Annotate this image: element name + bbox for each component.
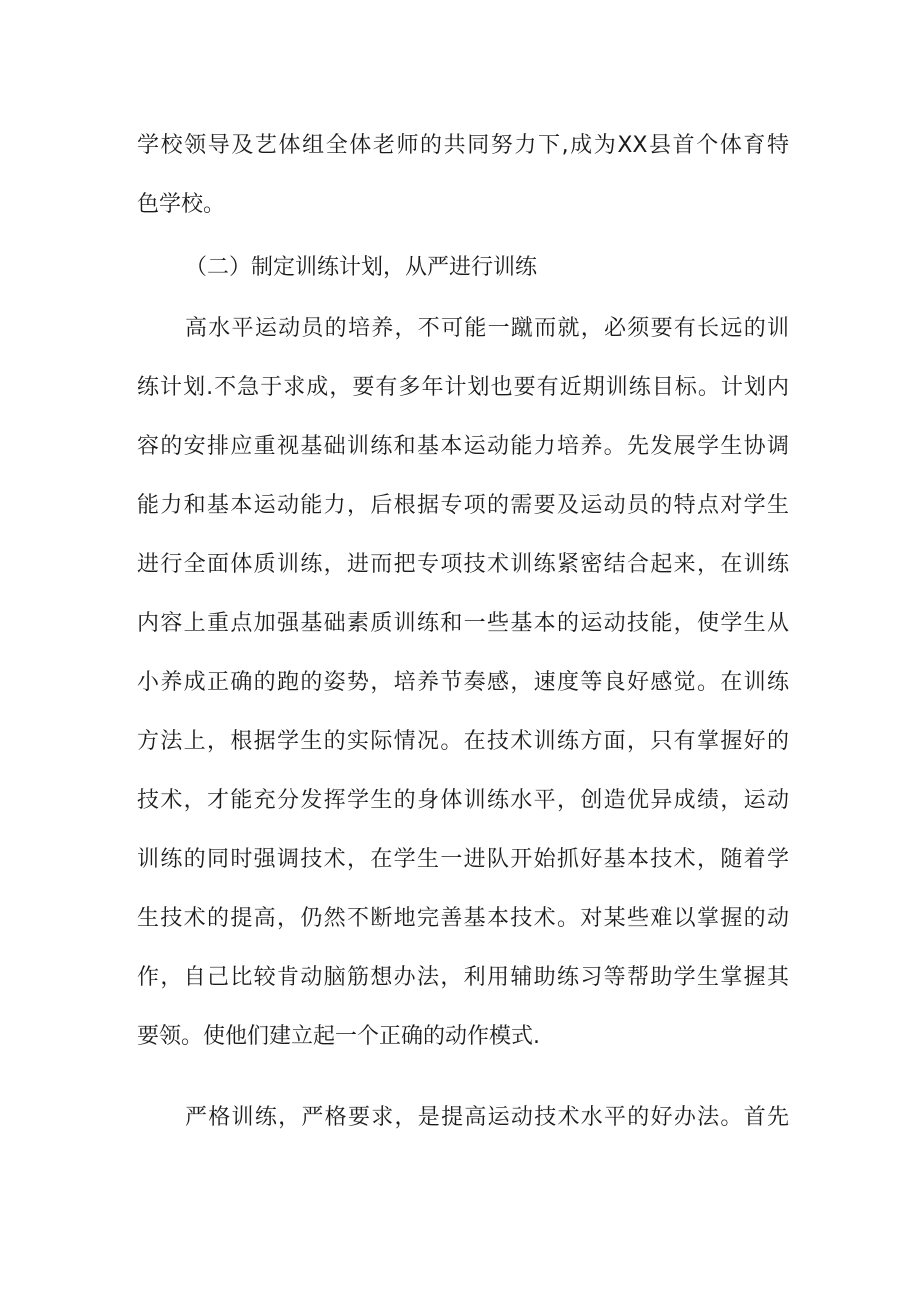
paragraph-2-line: 能力和基本运动能力，后根据专项的需要及运动员的特点对学生 <box>137 493 789 518</box>
paragraph-3-line-1: 严格训练，严格要求，是提高运动技术水平的好办法。首先 <box>185 1105 789 1130</box>
paragraph-2-line: 作，自己比较肯动脑筋想办法，利用辅助练习等帮助学生掌握其 <box>137 965 789 990</box>
paragraph-2-line: 方法上，根据学生的实际情况。在技术训练方面，只有掌握好的 <box>137 729 789 754</box>
paragraph-2-line: 生技术的提高，仍然不断地完善基本技术。对某些难以掌握的动 <box>137 906 789 931</box>
paragraph-2-line: 小养成正确的跑的姿势，培养节奏感，速度等良好感觉。在训练 <box>137 670 789 695</box>
paragraph-2-line: 高水平运动员的培养，不可能一蹴而就，必须要有长远的训 <box>185 316 789 341</box>
paragraph-1-line-1: 学校领导及艺体组全体老师的共同努力下,成为XX县首个体育特 <box>137 133 789 158</box>
paragraph-1-line-2: 色学校。 <box>137 192 226 217</box>
paragraph-2-line: 容的安排应重视基础训练和基本运动能力培养。先发展学生协调 <box>137 434 789 459</box>
paragraph-2-line: 要领。使他们建立起一个正确的动作模式. <box>137 1024 540 1049</box>
paragraph-2-line: 技术，才能充分发挥学生的身体训练水平，创造优异成绩，运动 <box>137 788 789 813</box>
paragraph-2-line: 内容上重点加强基础素质训练和一些基本的运动技能，使学生从 <box>137 611 789 636</box>
paragraph-2-line: 练计划.不急于求成，要有多年计划也要有近期训练目标。计划内 <box>137 375 789 400</box>
paragraph-2-line: 训练的同时强调技术，在学生一进队开始抓好基本技术，随着学 <box>137 847 789 872</box>
paragraph-2-line: 进行全面体质训练，进而把专项技术训练紧密结合起来，在训练 <box>137 552 789 577</box>
section-heading: （二）制定训练计划，从严进行训练 <box>185 255 538 280</box>
